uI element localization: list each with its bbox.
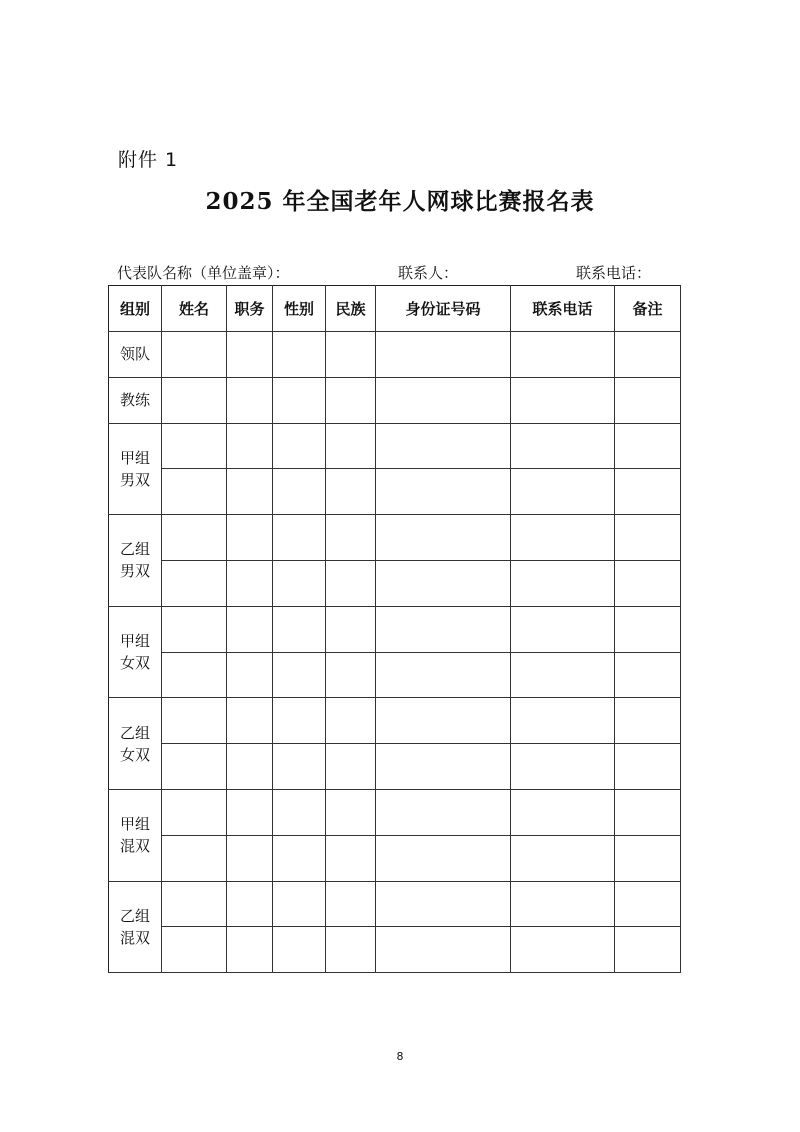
phone-cell[interactable] — [511, 560, 615, 606]
group-label-line2: 男双 — [119, 470, 150, 489]
group-label-line1: 甲组 — [119, 632, 150, 651]
name-cell[interactable] — [162, 606, 227, 652]
registration-table — [108, 285, 681, 973]
phone-cell[interactable] — [511, 377, 615, 423]
group-label-line1: 甲组 — [119, 815, 150, 834]
name-cell[interactable] — [162, 469, 227, 515]
phone-cell[interactable] — [511, 652, 615, 698]
gender-cell[interactable] — [273, 469, 326, 515]
ethnicity-cell[interactable] — [326, 560, 376, 606]
position-cell[interactable] — [227, 423, 273, 469]
group-label-line2: 混双 — [119, 837, 150, 856]
remarks-cell[interactable] — [615, 423, 681, 469]
gender-cell[interactable] — [273, 515, 326, 561]
id-number-cell[interactable] — [376, 469, 511, 515]
name-cell[interactable] — [162, 515, 227, 561]
gender-cell[interactable] — [273, 881, 326, 927]
group-label-cell — [109, 698, 162, 790]
remarks-cell[interactable] — [615, 744, 681, 790]
gender-cell[interactable] — [273, 606, 326, 652]
table-row — [109, 560, 681, 606]
ethnicity-cell[interactable] — [326, 377, 376, 423]
group-label-cell — [109, 515, 162, 607]
phone-cell[interactable] — [511, 469, 615, 515]
group-label-cell — [109, 881, 162, 973]
phone-cell[interactable] — [511, 423, 615, 469]
ethnicity-cell[interactable] — [326, 423, 376, 469]
id-number-cell[interactable] — [376, 515, 511, 561]
remarks-cell[interactable] — [615, 835, 681, 881]
ethnicity-cell[interactable] — [326, 789, 376, 835]
table-row — [109, 606, 681, 652]
page-title: 2025 年全国老年人网球比赛报名表 — [205, 188, 595, 215]
phone-cell[interactable] — [511, 698, 615, 744]
contact-phone-label: 联系电话： — [576, 264, 652, 282]
group-label-line2: 女双 — [119, 745, 150, 764]
attachment-label: 附件 1 — [118, 149, 179, 171]
gender-cell[interactable] — [273, 560, 326, 606]
table-row — [109, 469, 681, 515]
phone-cell[interactable] — [511, 606, 615, 652]
group-label-line2: 混双 — [119, 928, 150, 947]
group-label-cell — [109, 332, 162, 378]
table-row — [109, 927, 681, 973]
remarks-cell[interactable] — [615, 515, 681, 561]
gender-cell[interactable] — [273, 423, 326, 469]
id-number-cell[interactable] — [376, 377, 511, 423]
group-label-cell — [109, 789, 162, 881]
table-row — [109, 835, 681, 881]
position-cell[interactable] — [227, 332, 273, 378]
ethnicity-cell[interactable] — [326, 652, 376, 698]
gender-cell[interactable] — [273, 332, 326, 378]
id-number-cell[interactable] — [376, 332, 511, 378]
table-row — [109, 652, 681, 698]
gender-cell[interactable] — [273, 744, 326, 790]
group-label-line1: 领队 — [119, 345, 150, 364]
group-label-line1: 甲组 — [119, 448, 150, 467]
name-cell[interactable] — [162, 698, 227, 744]
group-label-line1: 乙组 — [119, 906, 150, 925]
phone-cell[interactable] — [511, 744, 615, 790]
name-cell[interactable] — [162, 927, 227, 973]
group-label-cell — [109, 606, 162, 698]
position-cell[interactable] — [227, 698, 273, 744]
remarks-cell[interactable] — [615, 606, 681, 652]
header-position: 职务 — [227, 286, 273, 332]
ethnicity-cell[interactable] — [326, 515, 376, 561]
group-label-line2: 男双 — [119, 562, 150, 581]
id-number-cell[interactable] — [376, 789, 511, 835]
group-label-line1: 乙组 — [119, 540, 150, 559]
header-group: 组别 — [109, 286, 162, 332]
position-cell[interactable] — [227, 652, 273, 698]
group-label-cell — [109, 377, 162, 423]
gender-cell[interactable] — [273, 652, 326, 698]
group-label-line2: 女双 — [119, 654, 150, 673]
table-row — [109, 881, 681, 927]
position-cell[interactable] — [227, 377, 273, 423]
position-cell[interactable] — [227, 789, 273, 835]
ethnicity-cell[interactable] — [326, 332, 376, 378]
header-id-number: 身份证号码 — [376, 286, 511, 332]
id-number-cell[interactable] — [376, 698, 511, 744]
ethnicity-cell[interactable] — [326, 606, 376, 652]
id-number-cell[interactable] — [376, 744, 511, 790]
id-number-cell[interactable] — [376, 560, 511, 606]
table-row — [109, 332, 681, 378]
ethnicity-cell[interactable] — [326, 469, 376, 515]
id-number-cell[interactable] — [376, 652, 511, 698]
position-cell[interactable] — [227, 927, 273, 973]
remarks-cell[interactable] — [615, 377, 681, 423]
remarks-cell[interactable] — [615, 332, 681, 378]
header-name: 姓名 — [162, 286, 227, 332]
name-cell[interactable] — [162, 377, 227, 423]
ethnicity-cell[interactable] — [326, 927, 376, 973]
team-name-label: 代表队名称（单位盖章）： — [117, 264, 290, 282]
group-label-cell — [109, 423, 162, 515]
id-number-cell[interactable] — [376, 606, 511, 652]
phone-cell[interactable] — [511, 835, 615, 881]
position-cell[interactable] — [227, 606, 273, 652]
phone-cell[interactable] — [511, 332, 615, 378]
position-cell[interactable] — [227, 835, 273, 881]
table-row — [109, 377, 681, 423]
header-row — [109, 286, 681, 332]
name-cell[interactable] — [162, 560, 227, 606]
table-row — [109, 698, 681, 744]
name-cell[interactable] — [162, 332, 227, 378]
gender-cell[interactable] — [273, 835, 326, 881]
ethnicity-cell[interactable] — [326, 698, 376, 744]
position-cell[interactable] — [227, 560, 273, 606]
remarks-cell[interactable] — [615, 881, 681, 927]
table-row — [109, 423, 681, 469]
id-number-cell[interactable] — [376, 927, 511, 973]
phone-cell[interactable] — [511, 927, 615, 973]
position-cell[interactable] — [227, 469, 273, 515]
remarks-cell[interactable] — [615, 469, 681, 515]
header-remarks: 备注 — [615, 286, 681, 332]
contact-person-label: 联系人： — [398, 264, 459, 282]
phone-cell[interactable] — [511, 881, 615, 927]
id-number-cell[interactable] — [376, 835, 511, 881]
position-cell[interactable] — [227, 515, 273, 561]
page-number: 8 — [396, 1050, 404, 1063]
table-row — [109, 789, 681, 835]
position-cell[interactable] — [227, 881, 273, 927]
header-ethnicity: 民族 — [326, 286, 376, 332]
ethnicity-cell[interactable] — [326, 881, 376, 927]
table-body — [109, 332, 681, 973]
table-row — [109, 744, 681, 790]
group-label-line1: 教练 — [119, 391, 150, 410]
header-gender: 性别 — [273, 286, 326, 332]
gender-cell[interactable] — [273, 789, 326, 835]
ethnicity-cell[interactable] — [326, 744, 376, 790]
name-cell[interactable] — [162, 835, 227, 881]
name-cell[interactable] — [162, 423, 227, 469]
remarks-cell[interactable] — [615, 789, 681, 835]
name-cell[interactable] — [162, 744, 227, 790]
phone-cell[interactable] — [511, 789, 615, 835]
id-number-cell[interactable] — [376, 881, 511, 927]
gender-cell[interactable] — [273, 927, 326, 973]
group-label-line1: 乙组 — [119, 723, 150, 742]
gender-cell[interactable] — [273, 377, 326, 423]
name-cell[interactable] — [162, 652, 227, 698]
gender-cell[interactable] — [273, 698, 326, 744]
remarks-cell[interactable] — [615, 698, 681, 744]
position-cell[interactable] — [227, 744, 273, 790]
name-cell[interactable] — [162, 789, 227, 835]
remarks-cell[interactable] — [615, 927, 681, 973]
header-phone: 联系电话 — [511, 286, 615, 332]
id-number-cell[interactable] — [376, 423, 511, 469]
name-cell[interactable] — [162, 881, 227, 927]
remarks-cell[interactable] — [615, 560, 681, 606]
ethnicity-cell[interactable] — [326, 835, 376, 881]
remarks-cell[interactable] — [615, 652, 681, 698]
table-row — [109, 515, 681, 561]
phone-cell[interactable] — [511, 515, 615, 561]
